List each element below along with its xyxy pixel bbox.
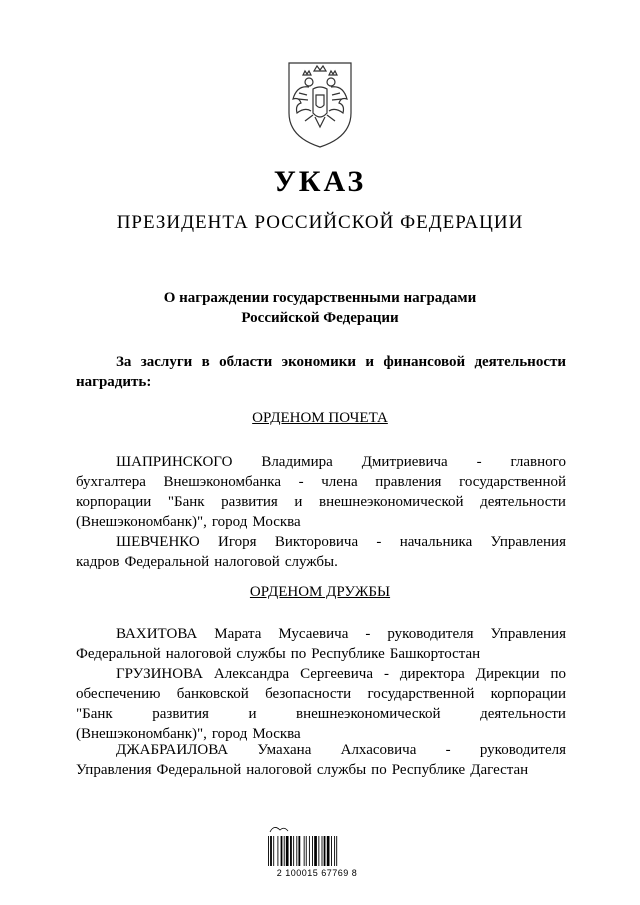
word: кадров (76, 554, 120, 570)
word: Управления (76, 762, 152, 778)
section-heading: ОРДЕНОМ ПОЧЕТА (252, 410, 388, 426)
word: - (445, 742, 451, 758)
word: Федеральной (124, 554, 210, 570)
word: правления (375, 474, 442, 490)
word: Федеральной (156, 762, 242, 778)
barcode (262, 822, 372, 882)
word: члена (321, 474, 358, 490)
word: ВАХИТОВА (116, 626, 198, 642)
intro-line: наградить: (76, 374, 152, 390)
word: Сергеевича (300, 666, 373, 682)
word: - (476, 454, 482, 470)
word: корпорации (76, 494, 152, 510)
word: ШАПРИНСКОГО (116, 454, 233, 470)
entry-line (76, 492, 566, 512)
award-entry (76, 452, 566, 532)
word: ДЖАБРАИЛОВА (116, 742, 229, 758)
barcode-bar (318, 836, 319, 866)
barcode-bar (277, 836, 278, 866)
barcode-bar (309, 836, 310, 866)
word: Республике (391, 762, 466, 778)
section-heading: ОРДЕНОМ ДРУЖБЫ (249, 584, 391, 600)
word: Москва (252, 514, 301, 530)
word: (Внешэкономбанк)", (76, 726, 207, 742)
barcode-bar (293, 836, 294, 866)
word: развития (221, 494, 278, 510)
word: Внешэкономбанка (163, 474, 281, 490)
word: внешнеэкономической (318, 494, 464, 510)
word: по (371, 762, 387, 778)
word: город (211, 514, 248, 530)
word: Дагестан (470, 762, 529, 778)
word: главного (510, 454, 566, 470)
word: Дирекции (475, 666, 540, 682)
word: области (219, 354, 273, 370)
barcode-bar (336, 836, 337, 866)
word: Мусаевича (278, 626, 349, 642)
word: - (365, 626, 371, 642)
barcode-icon (262, 822, 372, 868)
word: развития (152, 706, 209, 722)
entry-line (76, 704, 566, 724)
page-subtitle: ПРЕЗИДЕНТА РОССИЙСКОЙ ФЕДЕРАЦИИ (116, 212, 524, 233)
award-entry (76, 740, 566, 780)
barcode-number: 2 100015 67769 8 (276, 868, 358, 878)
entry-line (76, 664, 566, 684)
word: Александра (213, 666, 290, 682)
word: начальника (399, 534, 473, 550)
decree-title (0, 288, 640, 328)
barcode-bar (334, 836, 335, 866)
word: банковской (176, 686, 249, 702)
word: заслуги (140, 354, 193, 370)
entry-line (76, 760, 566, 780)
word: налоговой (214, 554, 280, 570)
barcode-bar (284, 836, 285, 866)
word: Управления (490, 626, 566, 642)
award-entry (76, 664, 566, 744)
entry-line (76, 740, 566, 760)
barcode-bar (268, 836, 269, 866)
word: руководителя (479, 742, 566, 758)
word: ШЕВЧЕНКО (116, 534, 200, 550)
word: государственной (367, 686, 475, 702)
intro-line (76, 352, 566, 372)
word: деятельности (474, 354, 566, 370)
entry-line (76, 532, 566, 552)
barcode-bar (290, 836, 292, 866)
word: бухгалтера (76, 474, 146, 490)
word: город (211, 726, 248, 742)
barcode-bar (286, 836, 289, 866)
barcode-bar (298, 836, 300, 866)
word: Викторовича (274, 534, 359, 550)
word: руководителя (387, 626, 474, 642)
word: Игоря (218, 534, 257, 550)
entry-line (76, 512, 566, 532)
barcode-bar (304, 836, 305, 866)
decree-title-line: О награждении государственными наградами (163, 290, 477, 306)
barcode-bar (324, 836, 326, 866)
word: деятельности (480, 494, 566, 510)
word: службы. (284, 554, 338, 570)
state-emblem-icon (279, 55, 361, 150)
word: За (116, 354, 132, 370)
decree-title-line: Российской Федерации (241, 310, 399, 326)
word: Умахана (257, 742, 312, 758)
word: Республике (311, 646, 385, 662)
word: - (376, 534, 382, 550)
word: финансовой (383, 354, 466, 370)
word: "Банк (167, 494, 205, 510)
word: Федеральной (76, 646, 161, 662)
word: Марата (214, 626, 262, 642)
word: Владимира (261, 454, 333, 470)
word: службы (316, 762, 367, 778)
word: и (365, 354, 375, 370)
word: и (294, 494, 303, 510)
word: (Внешэкономбанк)", (76, 514, 207, 530)
entry-line (76, 624, 566, 644)
word: обеспечению (76, 686, 161, 702)
word: Дмитриевича (361, 454, 448, 470)
barcode-bar (327, 836, 330, 866)
award-entry (76, 532, 566, 572)
word: ГРУЗИНОВА (116, 666, 203, 682)
barcode-bar (322, 836, 323, 866)
word: государственной (459, 474, 566, 490)
word: деятельности (480, 706, 566, 722)
entry-line (76, 644, 566, 664)
barcode-bar (270, 836, 272, 866)
word: Башкортостан (389, 646, 481, 662)
word: директора (399, 666, 465, 682)
barcode-bar (273, 836, 274, 866)
barcode-bar (296, 836, 297, 866)
entry-line (76, 452, 566, 472)
word: "Банк (76, 706, 113, 722)
award-entry (76, 624, 566, 664)
barcode-bar (306, 836, 307, 866)
word: по (290, 646, 307, 662)
word: - (383, 666, 389, 682)
word: - (298, 474, 304, 490)
word: в (201, 354, 210, 370)
word: и (248, 706, 257, 722)
barcode-bar (312, 836, 313, 866)
word: Алхасовича (340, 742, 417, 758)
barcode-bar (314, 836, 317, 866)
word: Управления (490, 534, 566, 550)
barcode-bar (331, 836, 332, 866)
word: корпорации (490, 686, 566, 702)
word: внешнеэкономической (296, 706, 441, 722)
word: безопасности (265, 686, 352, 702)
word: службы (236, 646, 286, 662)
word: налоговой (165, 646, 232, 662)
entry-line (76, 684, 566, 704)
word: Москва (252, 726, 301, 742)
entry-line (76, 472, 566, 492)
word: по (550, 666, 566, 682)
barcode-bar (281, 836, 283, 866)
word: налоговой (246, 762, 312, 778)
intro-paragraph (76, 352, 566, 392)
entry-line (76, 552, 566, 572)
word: экономики (281, 354, 357, 370)
page-title: УКАЗ (273, 165, 367, 198)
